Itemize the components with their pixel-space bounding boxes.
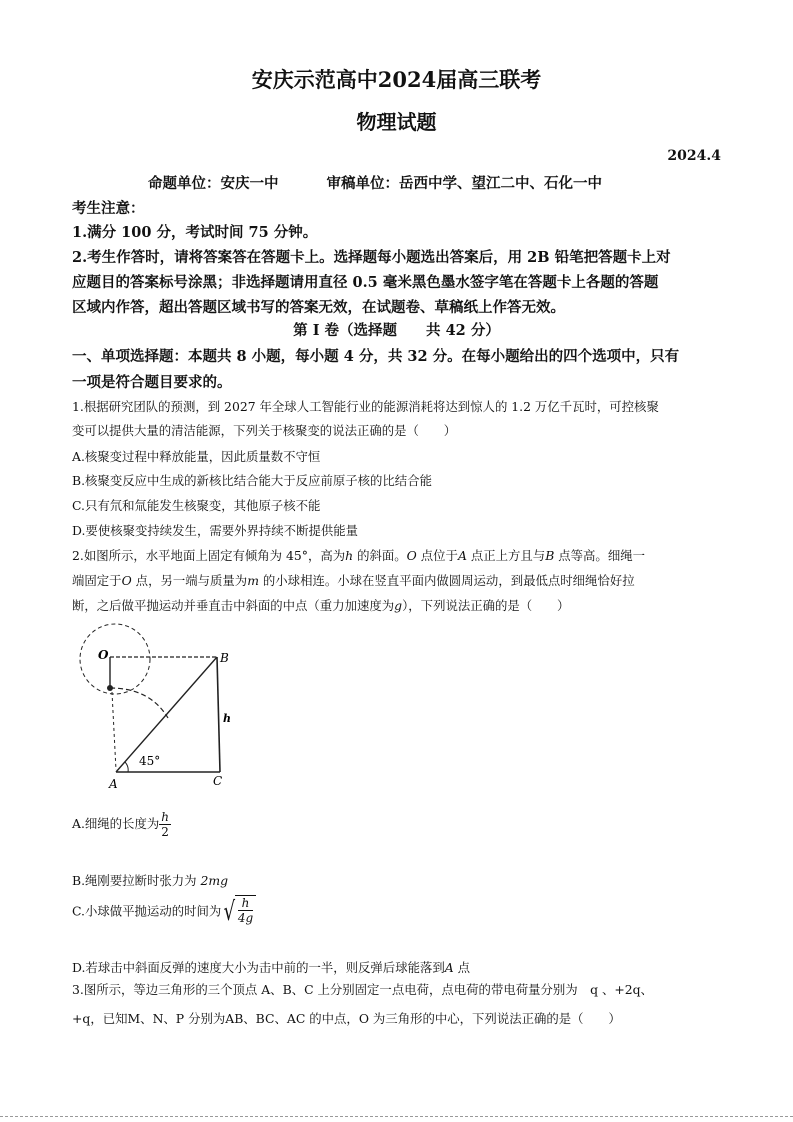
part-title: 第 I 卷（选择题 共 42 分） [293, 322, 500, 339]
section-instructions: 一项是符合题目要求的。 [72, 374, 232, 391]
question-2-option-d: D.若球击中斜面反弹的速度大小为击中前的一半，则反弹后球能落到A 点 [72, 960, 471, 975]
proposer-unit: 命题单位：安庆一中 [148, 175, 279, 192]
question-2-option-c: C.小球做平抛运动的时间为 √ $\frac{h}{4g}$ [72, 895, 256, 929]
notes-line: 1.满分 100 分，考试时间 75 分钟。 [72, 224, 318, 241]
label-c: C [213, 774, 223, 788]
question-2-stem: 端固定于O 点，另一端与质量为m 的小球相连。小球在竖直平面内做圆周运动，到最低点时细绳恰好拉 [72, 573, 635, 588]
notes-line: 区域内作答，超出答题区域书写的答案无效，在试题卷、草稿纸上作答无效。 [72, 299, 565, 316]
question-1-option-d: D.要使核聚变持续发生，需要外界持续不断提供能量 [72, 523, 359, 538]
label-angle: 45° [139, 754, 161, 768]
fraction: $\frac{h}{2}$ [161, 810, 169, 839]
o-a-dashed-line [112, 692, 116, 770]
question-2-option-a: A.细绳的长度为 $\frac{h}{2}$ [72, 810, 169, 839]
question-1-stem: 变可以提供大量的清洁能源，下列关于核聚变的说法正确的是（ ） [72, 423, 457, 438]
angle-arc [125, 762, 128, 772]
subject-title: 物理试题 [356, 110, 437, 134]
exam-title: 安庆示范高中2024届高三联考 [251, 67, 542, 92]
bc-line [217, 657, 220, 772]
question-2-stem: 断，之后做平抛运动并垂直击中斜面的中点（重力加速度为g），下列说法正确的是（ ） [72, 598, 570, 613]
label-b: B [220, 651, 229, 665]
question-3-stem: 3.图所示，等边三角形的三个顶点 A、B、C 上分别固定一点电荷，点电荷的带电荷量分别为 q 、+2q、 [72, 982, 653, 997]
question-1-stem: 1.根据研究团队的预测，到 2027 年全球人工智能行业的能源消耗将达到惊人的 1.2 万亿千瓦时，可控核聚 [72, 399, 659, 414]
question-2-figure [70, 622, 250, 794]
question-1-option-c: C.只有氘和氚能发生核聚变，其他原子核不能 [72, 498, 321, 513]
label-h: h [223, 712, 231, 725]
question-1-option-b: B.核聚变反应中生成的新核比结合能大于反应前原子核的比结合能 [72, 473, 432, 488]
question-2-option-b: B.绳刚要拉断时张力为 2mg [72, 873, 229, 888]
incline [116, 657, 217, 772]
question-1-option-a: A.核聚变过程中释放能量，因此质量数不守恒 [72, 449, 321, 464]
label-a: A [109, 777, 118, 791]
question-2-stem: 2.如图所示，水平地面上固定有倾角为 45°，高为h 的斜面。O 点位于A 点正上方且与B 点等高。细绳一 [72, 548, 645, 563]
reviewer-unit: 审稿单位：岳西中学、望江二中、石化一中 [326, 175, 602, 192]
label-o: O [98, 648, 109, 662]
notes-line: 应题目的答案标号涂黑；非选择题请用直径 0.5 毫米黑色墨水签字笔在答题卡上各题的答题 [72, 274, 659, 291]
trajectory [110, 688, 168, 718]
question-3-stem: +q，已知M、N、P 分别为AB、BC、AC 的中点，O 为三角形的中心，下列说法正确的是（ ） [72, 1011, 621, 1026]
page-bottom-divider [0, 1116, 793, 1117]
notes-heading: 考生注意： [72, 200, 145, 217]
exam-date: 2024.4 [667, 148, 721, 164]
section-instructions: 一、单项选择题：本题共 8 小题，每小题 4 分，共 32 分。在每小题给出的四个选项中，只有 [72, 348, 680, 365]
unit-info [148, 172, 602, 193]
circle-path [80, 624, 150, 694]
notes-line: 2.考生作答时，请将答案答在答题卡上。选择题每小题选出答案后，用 2B 铅笔把答题卡上对 [72, 249, 671, 266]
sqrt-expression: √ $\frac{h}{4g}$ [221, 895, 256, 929]
